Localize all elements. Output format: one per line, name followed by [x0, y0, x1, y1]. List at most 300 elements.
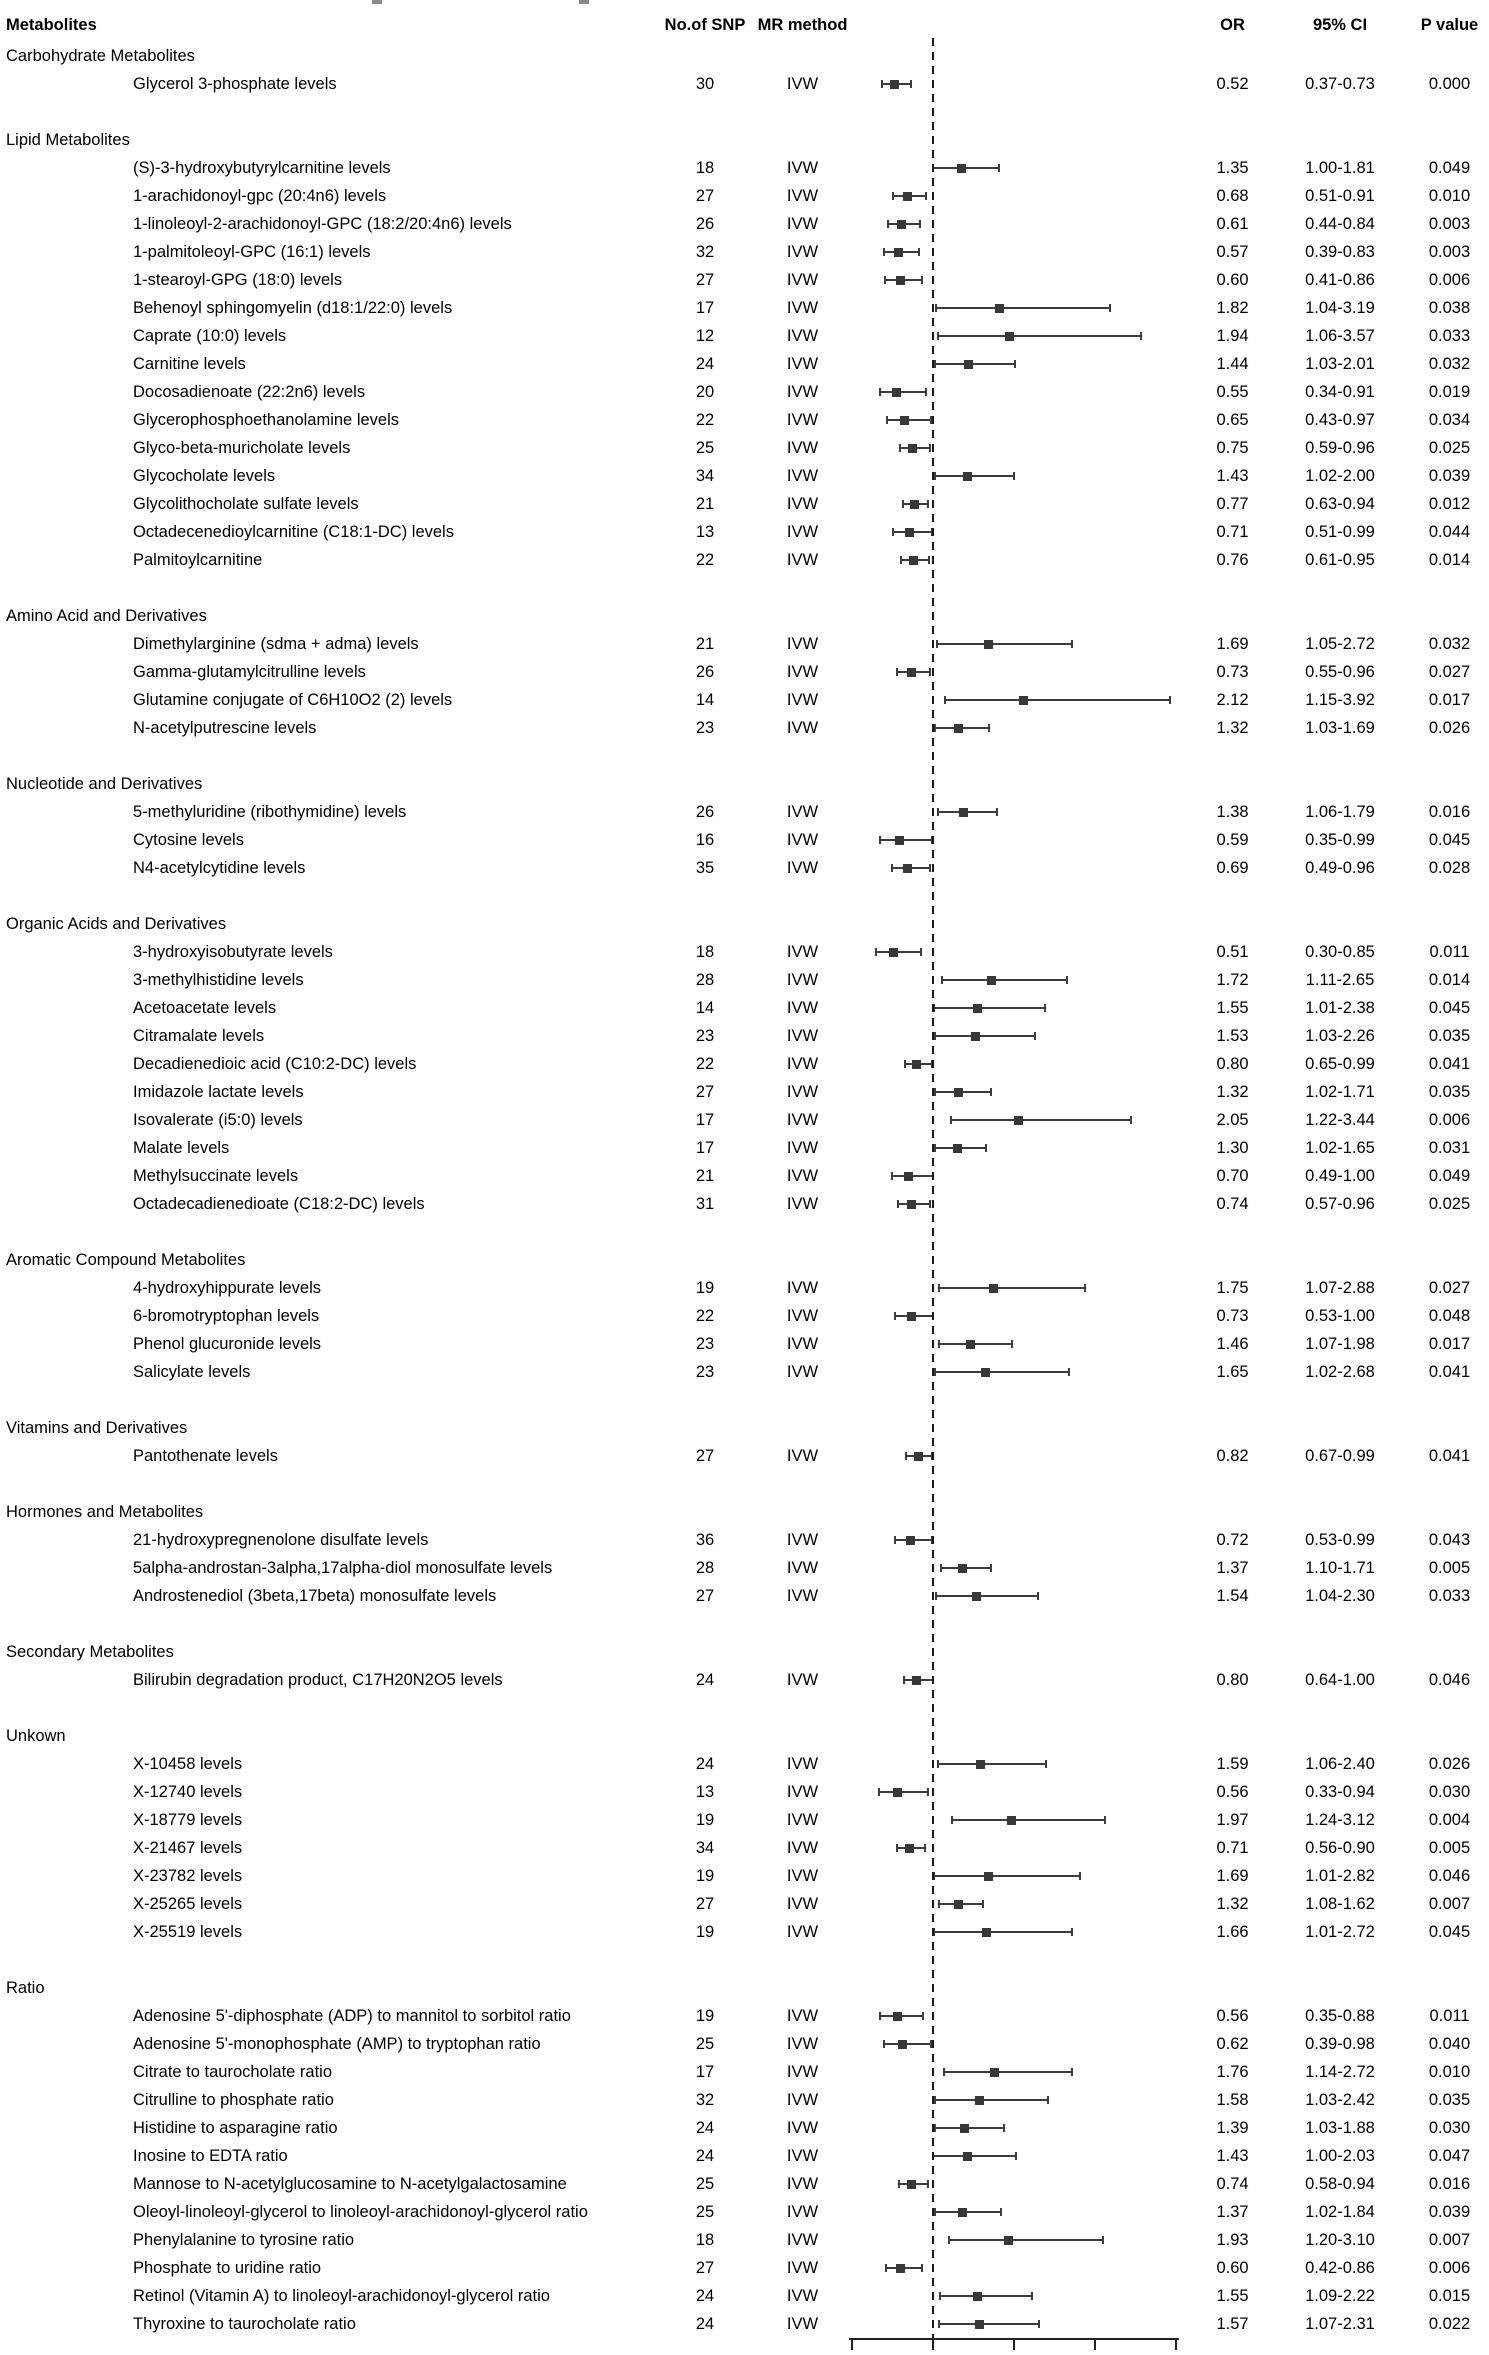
metabolite-label: Malate levels [133, 1138, 230, 1157]
p-value: 0.025 [1428, 438, 1471, 457]
ci-value: 0.35-0.99 [1305, 830, 1375, 849]
metabolite-label: Glycolithocholate sulfate levels [133, 494, 359, 513]
p-value: 0.016 [1428, 2174, 1471, 2193]
or-value: 1.32 [1216, 1894, 1249, 1913]
p-value: 0.011 [1429, 2006, 1470, 2025]
or-value: 1.69 [1216, 634, 1249, 653]
ci-cap-high [1109, 304, 1111, 312]
forest-plot-cell [850, 154, 1195, 182]
p-value: 0.043 [1428, 1530, 1471, 1549]
mr-method-value: IVW [786, 270, 819, 289]
ci-whisker [880, 391, 926, 393]
snp-count: 22 [695, 1306, 715, 1325]
ci-value: 1.07-2.31 [1305, 2314, 1375, 2333]
forest-plot-cell [850, 2226, 1195, 2254]
snp-count: 14 [695, 998, 715, 1017]
ci-cap-low [937, 332, 939, 340]
snp-count: 27 [695, 186, 715, 205]
or-value: 0.57 [1216, 242, 1249, 261]
ci-value: 1.03-1.88 [1305, 2118, 1375, 2137]
section-title: Aromatic Compound Metabolites [6, 1250, 246, 1269]
ci-cap-high [988, 724, 990, 732]
metabolite-label: Phenylalanine to tyrosine ratio [133, 2230, 355, 2249]
snp-count: 17 [695, 1110, 715, 1129]
ci-value: 0.35-0.88 [1305, 2006, 1375, 2025]
p-value: 0.006 [1428, 270, 1471, 289]
table-row [0, 1778, 1489, 1806]
snp-count: 25 [695, 2034, 715, 2053]
ci-cap-high [929, 444, 931, 452]
p-value: 0.016 [1428, 802, 1471, 821]
table-row [0, 1862, 1489, 1890]
table-row [0, 938, 1489, 966]
p-value: 0.003 [1428, 242, 1471, 261]
or-point-marker [890, 80, 899, 89]
p-value: 0.033 [1428, 1586, 1471, 1605]
metabolite-label: X-12740 levels [133, 1782, 243, 1801]
ci-value: 0.34-0.91 [1305, 382, 1375, 401]
or-point-marker [957, 164, 966, 173]
or-point-marker [912, 1060, 921, 1069]
ci-value: 0.53-1.00 [1305, 1306, 1375, 1325]
or-point-marker [894, 248, 903, 257]
ci-whisker [934, 1875, 1081, 1877]
table-row [0, 1274, 1489, 1302]
ci-value: 1.01-2.38 [1305, 998, 1375, 1017]
table-row [0, 1666, 1489, 1694]
or-point-marker [897, 220, 906, 229]
or-point-marker [981, 1368, 990, 1377]
or-point-marker [966, 1340, 975, 1349]
or-point-marker [954, 1088, 963, 1097]
or-value: 1.72 [1216, 970, 1249, 989]
ci-cap-low [904, 1060, 906, 1068]
metabolite-label: (S)-3-hydroxybutyrylcarnitine levels [133, 158, 391, 177]
p-value: 0.007 [1428, 1894, 1471, 1913]
table-row [0, 406, 1489, 434]
forest-plot-cell [850, 1050, 1195, 1078]
ci-value: 0.67-0.99 [1305, 1446, 1375, 1465]
ci-value: 0.41-0.86 [1305, 270, 1375, 289]
or-value: 1.82 [1216, 298, 1249, 317]
ci-cap-low [902, 500, 904, 508]
or-value: 1.58 [1216, 2090, 1249, 2109]
mr-method-value: IVW [786, 1530, 819, 1549]
table-row [0, 854, 1489, 882]
or-value: 1.97 [1216, 1810, 1249, 1829]
snp-count: 21 [695, 494, 715, 513]
metabolite-label: Glycerol 3-phosphate levels [133, 74, 337, 93]
metabolite-label: Phosphate to uridine ratio [133, 2258, 322, 2277]
or-point-marker [905, 1844, 914, 1853]
metabolite-label: Cytosine levels [133, 830, 244, 849]
table-row [0, 2198, 1489, 2226]
or-point-marker [898, 2040, 907, 2049]
table-row [0, 966, 1489, 994]
p-value: 0.038 [1428, 298, 1471, 317]
snp-count: 24 [695, 2118, 715, 2137]
snp-count: 13 [695, 522, 715, 541]
metabolite-label: Adenosine 5'-diphosphate (ADP) to mannitol to sorbitol ratio [133, 2006, 571, 2025]
axis-tick [1175, 2338, 1177, 2350]
snp-count: 19 [695, 1866, 715, 1885]
p-value: 0.032 [1428, 354, 1471, 373]
ci-whisker [880, 839, 932, 841]
forest-plot-cell [850, 1330, 1195, 1358]
mr-method-value: IVW [786, 2118, 819, 2137]
or-point-marker [1019, 696, 1028, 705]
snp-count: 27 [695, 1894, 715, 1913]
ci-value: 0.51-0.91 [1305, 186, 1375, 205]
forest-plot-cell [850, 1554, 1195, 1582]
section-title: Amino Acid and Derivatives [6, 606, 207, 625]
axis-tick [851, 2338, 853, 2350]
forest-plot-cell [850, 1862, 1195, 1890]
table-row [0, 1330, 1489, 1358]
mr-method-value: IVW [786, 522, 819, 541]
or-point-marker [907, 668, 916, 677]
ci-whisker [935, 1035, 1035, 1037]
or-point-marker [963, 472, 972, 481]
table-row [0, 1050, 1489, 1078]
or-point-marker [910, 500, 919, 509]
metabolite-label: Bilirubin degradation product, C17H20N2O5 levels [133, 1670, 503, 1689]
or-point-marker [903, 192, 912, 201]
ci-whisker [951, 1119, 1131, 1121]
mr-method-value: IVW [786, 2202, 819, 2221]
table-row [0, 994, 1489, 1022]
ci-value: 1.04-2.30 [1305, 1586, 1375, 1605]
metabolite-label: Gamma-glutamylcitrulline levels [133, 662, 366, 681]
forest-plot-cell [850, 1526, 1195, 1554]
or-value: 0.61 [1216, 214, 1249, 233]
ci-cap-high [1011, 1340, 1013, 1348]
or-point-marker [989, 1284, 998, 1293]
or-point-marker [976, 1760, 985, 1769]
mr-method-value: IVW [786, 382, 819, 401]
ci-value: 0.61-0.95 [1305, 550, 1375, 569]
spacer-row [0, 98, 1489, 126]
spacer-row [0, 1386, 1489, 1414]
ci-value: 1.01-2.82 [1305, 1866, 1375, 1885]
metabolite-label: 4-hydroxyhippurate levels [133, 1278, 322, 1297]
or-value: 0.72 [1216, 1530, 1249, 1549]
spacer-row [0, 1610, 1489, 1638]
forest-plot-cell [850, 2198, 1195, 2226]
metabolite-label: X-21467 levels [133, 1838, 243, 1857]
ci-value: 1.06-1.79 [1305, 802, 1375, 821]
ci-value: 1.05-2.72 [1305, 634, 1375, 653]
ci-whisker [945, 699, 1169, 701]
ci-whisker [934, 1931, 1073, 1933]
snp-count: 28 [695, 970, 715, 989]
table-row [0, 798, 1489, 826]
ci-value: 0.39-0.83 [1305, 242, 1375, 261]
p-value: 0.044 [1428, 522, 1471, 541]
or-point-marker [893, 2012, 902, 2021]
ci-cap-high [1015, 2152, 1017, 2160]
p-value: 0.045 [1428, 830, 1471, 849]
p-value: 0.034 [1428, 410, 1471, 429]
metabolite-label: Palmitoylcarnitine [133, 550, 263, 569]
mr-method-value: IVW [786, 1754, 819, 1773]
or-value: 0.56 [1216, 1782, 1249, 1801]
ci-value: 0.51-0.99 [1305, 522, 1375, 541]
metabolite-label: Citrate to taurocholate ratio [133, 2062, 333, 2081]
col-header-ci: 95% CI [1312, 16, 1368, 34]
forest-table-body [0, 42, 1489, 2338]
ci-value: 1.08-1.62 [1305, 1894, 1375, 1913]
table-row [0, 2058, 1489, 2086]
forest-plot-cell [850, 2002, 1195, 2030]
forest-plot-cell [850, 70, 1195, 98]
ci-cap-high [985, 1144, 987, 1152]
or-point-marker [984, 640, 993, 649]
table-row [0, 378, 1489, 406]
forest-plot-cell [850, 1162, 1195, 1190]
snp-count: 12 [695, 326, 715, 345]
or-value: 0.60 [1216, 270, 1249, 289]
ci-cap-low [891, 864, 893, 872]
ci-whisker [935, 2099, 1048, 2101]
snp-count: 22 [695, 1054, 715, 1073]
or-value: 1.43 [1216, 2146, 1249, 2165]
forest-plot-cell [850, 1582, 1195, 1610]
snp-count: 32 [695, 2090, 715, 2109]
forest-plot-cell [850, 1442, 1195, 1470]
ci-cap-low [905, 1452, 907, 1460]
snp-count: 35 [695, 858, 715, 877]
or-value: 0.73 [1216, 662, 1249, 681]
or-point-marker [959, 808, 968, 817]
forest-plot-cell [850, 854, 1195, 882]
ci-cap-low [940, 1564, 942, 1572]
ci-cap-high [1034, 1032, 1036, 1040]
ci-whisker [938, 335, 1141, 337]
forest-plot-cell [850, 2114, 1195, 2142]
forest-plot-cell [850, 322, 1195, 350]
table-row [0, 434, 1489, 462]
section-title: Carbohydrate Metabolites [6, 46, 195, 65]
ci-whisker [937, 643, 1072, 645]
ci-cap-high [998, 164, 1000, 172]
mr-method-value: IVW [786, 942, 819, 961]
ci-cap-low [883, 248, 885, 256]
ci-cap-high [982, 1900, 984, 1908]
mr-method-value: IVW [786, 326, 819, 345]
ci-cap-high [910, 80, 912, 88]
p-value: 0.012 [1428, 494, 1471, 513]
snp-count: 18 [695, 2230, 715, 2249]
p-value: 0.017 [1428, 690, 1471, 709]
ci-cap-low [950, 1116, 952, 1124]
table-row [0, 2282, 1489, 2310]
forest-plot-cell [850, 966, 1195, 994]
mr-method-value: IVW [786, 2230, 819, 2249]
or-value: 0.52 [1216, 74, 1249, 93]
forest-plot-cell [850, 1890, 1195, 1918]
ci-cap-high [1066, 976, 1068, 984]
cropped-text-fragment [372, 0, 382, 4]
snp-count: 21 [695, 634, 715, 653]
metabolite-label: Behenoyl sphingomyelin (d18:1/22:0) levels [133, 298, 453, 317]
p-value: 0.026 [1428, 718, 1471, 737]
or-value: 1.69 [1216, 1866, 1249, 1885]
mr-method-value: IVW [786, 2314, 819, 2333]
ci-value: 0.63-0.94 [1305, 494, 1375, 513]
ci-cap-high [1000, 2208, 1002, 2216]
or-point-marker [958, 1564, 967, 1573]
section-title: Secondary Metabolites [6, 1642, 174, 1661]
mr-method-value: IVW [786, 1026, 819, 1045]
snp-count: 16 [695, 830, 715, 849]
forest-plot-cell [850, 798, 1195, 826]
p-value: 0.039 [1428, 2202, 1471, 2221]
section-header-row [0, 602, 1489, 630]
ci-whisker [933, 2155, 1016, 2157]
ci-value: 0.64-1.00 [1305, 1670, 1375, 1689]
mr-method-value: IVW [786, 1558, 819, 1577]
ci-cap-high [922, 2012, 924, 2020]
ci-value: 1.02-1.65 [1305, 1138, 1375, 1157]
mr-method-value: IVW [786, 410, 819, 429]
mr-method-value: IVW [786, 1278, 819, 1297]
metabolite-label: Decadienedioic acid (C10:2-DC) levels [133, 1054, 417, 1073]
ci-cap-high [1079, 1872, 1081, 1880]
ci-cap-high [1104, 1816, 1106, 1824]
ci-value: 0.33-0.94 [1305, 1782, 1375, 1801]
p-value: 0.032 [1428, 634, 1471, 653]
snp-count: 24 [695, 1754, 715, 1773]
forest-plot-cell [850, 462, 1195, 490]
or-value: 1.32 [1216, 1082, 1249, 1101]
p-value: 0.010 [1428, 2062, 1471, 2081]
forest-plot-cell [850, 1358, 1195, 1386]
mr-method-value: IVW [786, 1446, 819, 1465]
snp-count: 21 [695, 1166, 715, 1185]
mr-method-value: IVW [786, 438, 819, 457]
p-value: 0.027 [1428, 1278, 1471, 1297]
or-point-marker [972, 1592, 981, 1601]
snp-count: 26 [695, 214, 715, 233]
metabolite-label: Oleoyl-linoleoyl-glycerol to linoleoyl-arachidonoyl-glycerol ratio [133, 2202, 588, 2221]
spacer-row [0, 1470, 1489, 1498]
ci-value: 0.43-0.97 [1305, 410, 1375, 429]
or-value: 1.54 [1216, 1586, 1249, 1605]
forest-plot-cell [850, 406, 1195, 434]
ci-value: 0.37-0.73 [1305, 74, 1375, 93]
snp-count: 23 [695, 718, 715, 737]
mr-method-value: IVW [786, 1054, 819, 1073]
table-row [0, 350, 1489, 378]
ci-value: 0.58-0.94 [1305, 2174, 1375, 2193]
mr-method-value: IVW [786, 1138, 819, 1157]
forest-plot-cell [850, 2282, 1195, 2310]
axis-tick [1013, 2338, 1015, 2350]
p-value: 0.048 [1428, 1306, 1471, 1325]
ci-cap-high [996, 808, 998, 816]
snp-count: 19 [695, 1810, 715, 1829]
table-row [0, 1890, 1489, 1918]
ci-cap-high [920, 948, 922, 956]
ci-whisker [940, 2295, 1032, 2297]
ci-cap-low [879, 388, 881, 396]
ci-cap-low [894, 1312, 896, 1320]
ci-cap-high [1068, 1368, 1070, 1376]
ci-cap-low [881, 80, 883, 88]
p-value: 0.014 [1428, 550, 1471, 569]
snp-count: 27 [695, 1586, 715, 1605]
ci-whisker [936, 1595, 1038, 1597]
or-point-marker [964, 360, 973, 369]
p-value: 0.041 [1428, 1446, 1471, 1465]
table-row [0, 826, 1489, 854]
snp-count: 17 [695, 1138, 715, 1157]
ci-cap-high [1037, 1592, 1039, 1600]
forest-plot-cell [850, 686, 1195, 714]
spacer-row [0, 574, 1489, 602]
ci-cap-high [927, 1788, 929, 1796]
mr-method-value: IVW [786, 1306, 819, 1325]
p-value: 0.035 [1428, 1026, 1471, 1045]
forest-plot-cell [850, 378, 1195, 406]
forest-plot-cell [850, 1666, 1195, 1694]
or-value: 1.32 [1216, 718, 1249, 737]
table-row [0, 2170, 1489, 2198]
mr-method-value: IVW [786, 802, 819, 821]
mr-method-value: IVW [786, 1334, 819, 1353]
ci-cap-high [918, 248, 920, 256]
ci-value: 1.24-3.12 [1305, 1810, 1375, 1829]
snp-count: 26 [695, 802, 715, 821]
ci-value: 0.44-0.84 [1305, 214, 1375, 233]
table-row [0, 154, 1489, 182]
snp-count: 24 [695, 2286, 715, 2305]
snp-count: 19 [695, 1278, 715, 1297]
snp-count: 28 [695, 1558, 715, 1577]
section-header-row [0, 770, 1489, 798]
snp-count: 20 [695, 382, 715, 401]
ci-cap-high [990, 1564, 992, 1572]
ci-cap-low [900, 556, 902, 564]
snp-count: 23 [695, 1026, 715, 1045]
or-value: 1.93 [1216, 2230, 1249, 2249]
or-value: 0.55 [1216, 382, 1249, 401]
mr-method-value: IVW [786, 858, 819, 877]
ci-cap-low [897, 1200, 899, 1208]
ci-cap-high [1071, 1928, 1073, 1936]
table-row [0, 1918, 1489, 1946]
ci-cap-low [883, 2040, 885, 2048]
forest-plot-cell [850, 994, 1195, 1022]
p-value: 0.011 [1429, 942, 1470, 961]
ci-cap-low [875, 948, 877, 956]
or-point-marker [893, 1788, 902, 1797]
ci-cap-low [935, 304, 937, 312]
ci-value: 1.06-3.57 [1305, 326, 1375, 345]
ci-whisker [935, 2127, 1004, 2129]
table-row [0, 2142, 1489, 2170]
p-value: 0.026 [1428, 1754, 1471, 1773]
ci-cap-high [1084, 1284, 1086, 1292]
table-row [0, 546, 1489, 574]
ci-value: 1.10-1.71 [1305, 1558, 1375, 1577]
or-value: 1.30 [1216, 1138, 1249, 1157]
forest-plot-cell [850, 2030, 1195, 2058]
forest-plot-cell [850, 1750, 1195, 1778]
table-row [0, 1134, 1489, 1162]
forest-plot-cell [850, 1274, 1195, 1302]
